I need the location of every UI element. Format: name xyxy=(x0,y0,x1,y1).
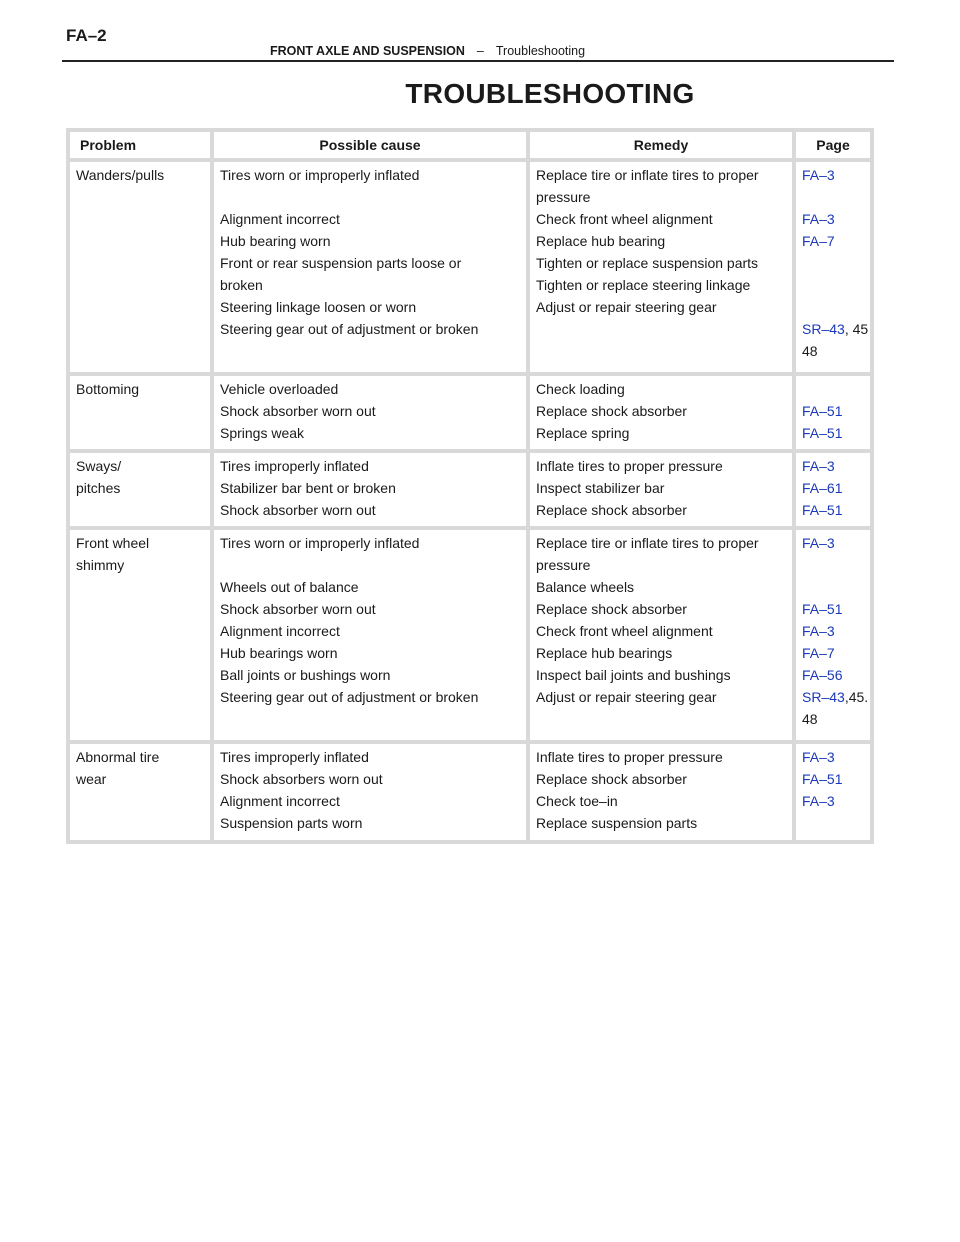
problem-text: Bottoming xyxy=(76,381,140,398)
page-cell xyxy=(796,376,870,449)
table-header-row xyxy=(70,132,870,158)
page-ref xyxy=(802,186,864,208)
table-row xyxy=(70,376,870,449)
remedy-text: Replace shock absorber xyxy=(536,771,687,788)
page-reference-link[interactable]: FA–3 xyxy=(802,211,835,227)
remedy-text: Replace suspension parts xyxy=(536,815,698,832)
remedy-cell xyxy=(530,453,792,526)
page-ref xyxy=(802,455,864,477)
cause-text: Hub bearings worn xyxy=(220,644,338,661)
page-ref xyxy=(802,378,864,400)
column-header-problem: Problem xyxy=(70,132,210,158)
page-reference-link[interactable]: FA–3 xyxy=(802,534,835,551)
remedy-cell xyxy=(530,162,792,372)
page-ref xyxy=(802,620,864,642)
page-reference-link[interactable]: FA–51 xyxy=(802,403,843,420)
page-ref xyxy=(802,768,864,790)
cause-cell xyxy=(214,744,526,840)
cause-text: Steering linkage loosen or worn xyxy=(220,299,417,315)
cause-text: Steering gear out of adjustment or broken xyxy=(220,688,479,705)
remedy-cell xyxy=(530,530,792,740)
cause-text: Front or rear suspension parts loose or xyxy=(220,255,462,271)
cause-text: Alignment incorrect xyxy=(220,622,340,639)
remedy-text: Adjust or repair steering gear xyxy=(536,688,717,705)
remedy-text: Inflate tires to proper pressure xyxy=(536,458,723,475)
page-ref xyxy=(802,790,864,812)
cause-text: Tires improperly inflated xyxy=(220,749,369,766)
page-reference-link[interactable]: FA–61 xyxy=(802,480,843,497)
cause-text: Ball joints or bushings worn xyxy=(220,666,391,683)
page-ref xyxy=(802,499,864,521)
column-header-cause: Possible cause xyxy=(214,132,526,158)
cause-text: Tires worn or improperly inflated xyxy=(220,534,420,551)
page-reference-link[interactable]: FA–51 xyxy=(802,425,843,442)
cause-text: Tires improperly inflated xyxy=(220,458,369,475)
page-reference-suffix: ,45. xyxy=(844,688,869,705)
cause-text xyxy=(220,554,520,576)
cause-cell xyxy=(214,162,526,372)
page-cell xyxy=(796,530,870,740)
cause-text xyxy=(220,186,520,208)
page-ref xyxy=(802,532,864,554)
problem-text: Abnormal tire xyxy=(76,749,160,766)
page-ref xyxy=(802,318,869,340)
page-reference-link[interactable]: FA–3 xyxy=(802,167,835,183)
remedy-cell xyxy=(530,744,792,840)
remedy-text: Balance wheels xyxy=(536,578,635,595)
problem-text: shimmy xyxy=(76,556,125,573)
document-title: TROUBLESHOOTING xyxy=(405,78,695,109)
cause-text: Springs weak xyxy=(220,425,305,442)
page-ref xyxy=(802,746,864,768)
page-ref xyxy=(802,664,864,686)
problem-cell xyxy=(70,530,210,740)
cause-text: Shock absorber worn out xyxy=(220,502,376,519)
page-ref xyxy=(802,708,864,730)
problem-text: Sways/ xyxy=(76,458,122,475)
cause-cell xyxy=(214,453,526,526)
problem-text: pitches xyxy=(76,480,121,497)
remedy-text: pressure xyxy=(536,556,591,573)
page-ref xyxy=(802,230,864,252)
cause-text: Steering gear out of adjustment or broken xyxy=(220,321,479,337)
cause-cell xyxy=(214,530,526,740)
remedy-text: Check loading xyxy=(536,381,625,398)
page-ref xyxy=(802,422,864,444)
remedy-text: Replace hub bearings xyxy=(536,644,673,661)
page-reference-suffix: , 45 xyxy=(844,321,869,337)
cause-text: Shock absorber worn out xyxy=(220,600,376,617)
remedy-text: Inspect bail joints and bushings xyxy=(536,666,731,683)
remedy-text: Check toe–in xyxy=(536,793,618,810)
cause-text: Shock absorber worn out xyxy=(220,403,376,420)
header-rule xyxy=(62,60,894,62)
remedy-cell xyxy=(530,376,792,449)
remedy-text: Tighten or replace suspension parts xyxy=(536,255,759,271)
remedy-text: pressure xyxy=(536,189,591,205)
section-title: FRONT AXLE AND SUSPENSION xyxy=(270,44,465,58)
remedy-text: Check front wheel alignment xyxy=(536,622,713,639)
page-code: FA–2 xyxy=(66,26,107,45)
subsection-title: Troubleshooting xyxy=(495,44,586,58)
page-ref xyxy=(802,296,864,318)
cause-text: Suspension parts worn xyxy=(220,815,363,832)
problem-text: Wanders/pulls xyxy=(76,167,165,183)
page-reference-link[interactable]: FA–51 xyxy=(802,771,843,788)
cause-text: Vehicle overloaded xyxy=(220,381,339,398)
remedy-text: Replace shock absorber xyxy=(536,600,687,617)
troubleshooting-table-frame xyxy=(66,128,874,844)
problem-cell xyxy=(70,744,210,840)
page-reference-link[interactable]: FA–3 xyxy=(802,793,835,810)
remedy-text: Replace spring xyxy=(536,425,630,442)
page-reference-suffix: 48 xyxy=(802,710,818,727)
remedy-text: Inspect stabilizer bar xyxy=(536,480,665,497)
page-reference-link[interactable]: FA–3 xyxy=(802,622,835,639)
cause-text: Shock absorbers worn out xyxy=(220,771,383,788)
cause-text: Alignment incorrect xyxy=(220,793,340,810)
table-row xyxy=(70,744,870,840)
page-reference-link[interactable]: FA–51 xyxy=(802,502,843,519)
remedy-text: Tighten or replace steering linkage xyxy=(536,277,751,293)
page-cell xyxy=(796,162,870,372)
table-row xyxy=(70,530,870,740)
cause-text: Alignment incorrect xyxy=(220,211,340,227)
cause-text: Stabilizer bar bent or broken xyxy=(220,480,396,497)
troubleshooting-table xyxy=(66,128,874,844)
page-ref xyxy=(802,400,864,422)
header-separator: – xyxy=(476,44,484,58)
remedy-text: Replace hub bearing xyxy=(536,233,666,249)
problem-cell xyxy=(70,376,210,449)
cause-cell xyxy=(214,376,526,449)
page-ref xyxy=(802,576,864,598)
page-ref xyxy=(802,598,864,620)
page-reference-link[interactable]: FA–3 xyxy=(802,458,835,475)
problem-cell xyxy=(70,162,210,372)
page-reference-link[interactable]: SR–43 xyxy=(802,688,845,705)
page-ref xyxy=(802,642,864,664)
column-header-remedy: Remedy xyxy=(530,132,792,158)
page-reference-link[interactable]: FA–51 xyxy=(802,600,843,617)
cause-text: broken xyxy=(220,277,263,293)
page-reference-link[interactable]: FA–3 xyxy=(802,749,835,766)
running-header xyxy=(270,44,585,58)
cause-text: Hub bearing worn xyxy=(220,233,331,249)
remedy-text: Inflate tires to proper pressure xyxy=(536,749,723,766)
page-ref xyxy=(802,208,864,230)
page-ref xyxy=(802,554,864,576)
page-reference-suffix: 48 xyxy=(802,343,818,359)
problem-cell xyxy=(70,453,210,526)
remedy-text: Replace tire or inflate tires to proper xyxy=(536,167,759,183)
remedy-text: Replace tire or inflate tires to proper xyxy=(536,534,759,551)
page-ref xyxy=(802,340,864,362)
cause-text: Tires worn or improperly inflated xyxy=(220,167,420,183)
remedy-text: Replace shock absorber xyxy=(536,502,687,519)
page-ref xyxy=(802,164,864,186)
problem-text: wear xyxy=(76,771,107,788)
page-ref xyxy=(802,686,869,708)
page-ref xyxy=(802,252,864,274)
page-reference-link[interactable]: SR–43 xyxy=(802,321,845,337)
page-cell xyxy=(796,744,870,840)
table-body xyxy=(70,162,870,840)
remedy-text: Check front wheel alignment xyxy=(536,211,713,227)
page-reference-link[interactable]: FA–56 xyxy=(802,666,843,683)
remedy-text: Adjust or repair steering gear xyxy=(536,299,717,315)
page-ref xyxy=(802,477,864,499)
table-row xyxy=(70,162,870,372)
problem-text: Front wheel xyxy=(76,534,150,551)
page-reference-link[interactable]: FA–7 xyxy=(802,644,835,661)
page-ref xyxy=(802,274,864,296)
table-row xyxy=(70,453,870,526)
remedy-text: Replace shock absorber xyxy=(536,403,687,420)
page-cell xyxy=(796,453,870,526)
page-reference-link[interactable]: FA–7 xyxy=(802,233,835,249)
cause-text: Wheels out of balance xyxy=(220,578,359,595)
column-header-page: Page xyxy=(796,132,870,158)
